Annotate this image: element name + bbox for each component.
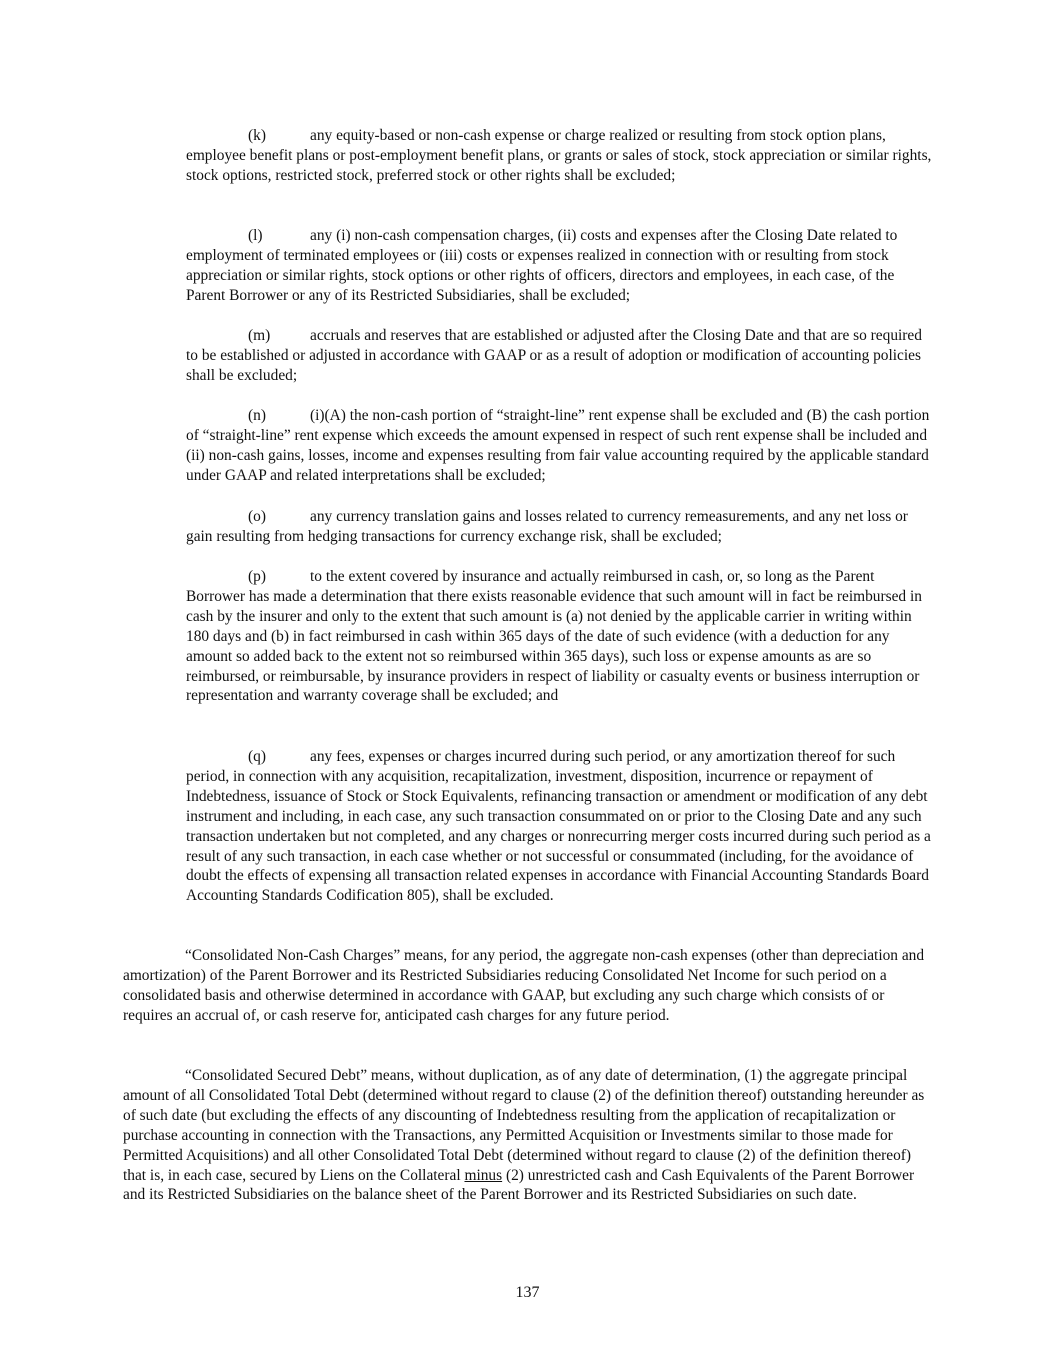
clause-label: (n) (248, 407, 266, 424)
clause-text: any currency translation gains and losses related to currency remeasurements, and any net loss or gain resulting from hedging transactions for currency exchange risk, shall be excluded; (186, 508, 908, 545)
clause-text: accruals and reserves that are established or adjusted after the Closing Date and that are so required to be established or adjusted in accordance with GAAP or as a result of adoption or modification of accounting policies shall be excluded; (186, 327, 922, 384)
clause-n (186, 406, 934, 486)
clause-label: (k) (248, 127, 266, 144)
underlined-term-minus: minus (464, 1166, 503, 1184)
definition-text-continued: (2) unrestricted cash and Cash Equivalents of the Parent Borrower and its Restricted Subsidiaries on the balance sheet of the Parent Borrower and its Restricted Subsidiaries on such date. (123, 1166, 915, 1204)
clause-label: (l) (248, 227, 263, 244)
definition-consolidated-secured-debt (123, 1066, 934, 1205)
clause-label: (q) (248, 748, 266, 765)
clause-label: (p) (248, 568, 266, 585)
definition-consolidated-non-cash-charges: “Consolidated Non-Cash Charges” means, for any period, the aggregate non-cash expenses (other than depreciation and amortization) of the Parent Borrower and its Restricted Subsidiaries reducing Consolidated Net Income for such period on a consolidated basis and otherwise determined in accordance with GAAP, but excluding any such charge which consists of or requires an accrual of, or cash reserve for, anticipated cash charges for any future period. (123, 947, 925, 1024)
clause-k (186, 126, 934, 186)
clause-text: (i)(A) the non-cash portion of “straight-line” rent expense shall be excluded and (B) the cash portion of “straight-line” rent expense which exceeds the amount expensed in respect of such rent expense shall be included and (ii) non-cash gains, losses, income and expenses resulting from fair value accounting required by the applicable standard under GAAP and related interpretations shall be excluded; (186, 407, 930, 484)
clause-label: (o) (248, 508, 266, 525)
page-number: 137 (515, 1284, 540, 1301)
clause-q (186, 747, 934, 906)
clause-text: any equity-based or non-cash expense or charge realized or resulting from stock option plans, employee benefit plans or post-employment benefit plans, or grants or sales of stock, stock appreciation or similar rights, stock options, restricted stock, preferred stock or other rights shall be excluded; (186, 127, 932, 184)
clause-o (186, 507, 934, 547)
clause-m (186, 326, 934, 386)
clause-l (186, 226, 934, 306)
definition-text: “Consolidated Secured Debt” means, without duplication, as of any date of determination, (1) the aggregate principal amount of all Consolidated Total Debt (determined without regard to clause (2) of the definition thereof) outstanding hereunder as of such date (but excluding the effects of any discounting of Indebtedness resulting from the application of recapitalization or purchase accounting in connection with the Transactions, any Permitted Acquisition or Investments similar to those made for Permitted Acquisitions) and all other Consolidated Total Debt (determined without regard to clause (2) of the definition thereof) that is, in each case, secured by Liens on the Collateral (123, 1067, 925, 1184)
clause-label: (m) (248, 327, 271, 344)
clause-text: to the extent covered by insurance and actually reimbursed in cash, or, so long as the Parent Borrower has made a determination that there exists reasonable evidence that such amount will in fact be reimbursed in cash by the insurer and only to the extent that such amount is (a) not denied by the applicable carrier in writing within 180 days and (b) in fact reimbursed in cash within 365 days of the date of such evidence (with a deduction for any amount so added back to the extent not so reimbursed within 365 days), such loss or expense amounts as are so reimbursed, or reimbursable, by insurance providers in respect of liability or casualty events or business interruption or representation and warranty coverage shall be excluded; and (186, 568, 922, 705)
clause-text: any fees, expenses or charges incurred during such period, or any amortization thereof for such period, in connection with any acquisition, recapitalization, investment, disposition, incurrence or repayment of Indebtedness, issuance of Stock or Stock Equivalents, refinancing transaction or amendment or modification of any debt instrument and including, in each case, any such transaction consummated on or prior to the Closing Date and any such transaction undertaken but not completed, and any charges or nonrecurring merger costs incurred during such period as a result of any such transaction, in each case whether or not successful or consummated (including, for the avoidance of doubt the effects of expensing all transaction related expenses in accordance with Financial Accounting Standards Board Accounting Standards Codification 805), shall be excluded. (186, 748, 931, 905)
clause-text: any (i) non-cash compensation charges, (ii) costs and expenses after the Closing Date related to employment of terminated employees or (iii) costs or expenses realized in connection with or resulting from stock appreciation or similar rights, stock options or other rights of officers, directors and employees, in each case, of the Parent Borrower or any of its Restricted Subsidiaries, shall be excluded; (186, 227, 898, 304)
clause-p (186, 567, 934, 706)
